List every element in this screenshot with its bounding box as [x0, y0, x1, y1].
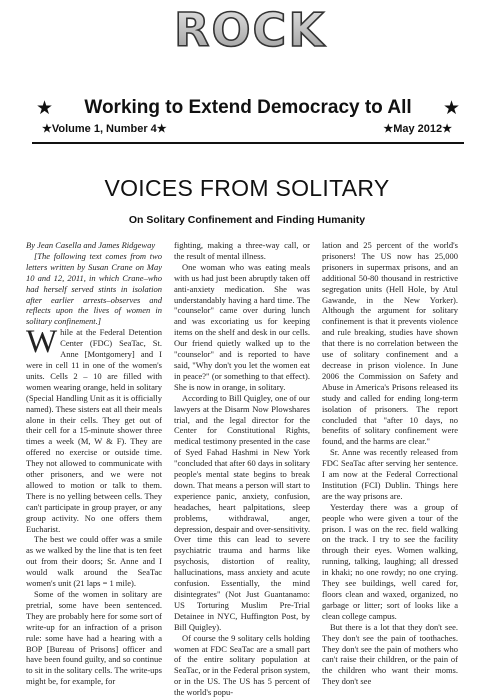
paragraph: Sr. Anne was recently released from FDC SeaTac after serving her sentence. I am now at the Federal Correctional Institution (FCI) Dublin. Things here are the way prisons are. [322, 447, 458, 501]
article-title: VOICES FROM SOLITARY [104, 175, 390, 201]
paragraph: One woman who was eating meals with us had just been abruptly taken off anti-anxiety medication. She was understandably having a hard time. The "counselor" came over during lunch and was excoriating us for keeping items on the shelf and desk in our cells. Our friend quietly walked up to the "counselor" and is reported to have said, "Why don't you let the women eat in peace?" (or something to that effect). She is now in orange, in solitary. [174, 261, 310, 392]
paragraph: While at the Federal Detention Center (FDC) SeaTac, St. Anne [Montgomery] and I were in cell 11 in one of the women's units. Cells 2 – 10 are filled with women wearing orange, held in solitary (Special Handling Unit as it is officially named). These sisters eat all their meals alone in their cells. They get out of their cell for a 15-minute shower three times a week (M, W & F). They are offered no exercise or outside time. They not allowed to communicate with other prisoners, and we were not allowed to motion or talk to them. There is no yelling between cells. They can't participate in group prayer, or any group activity. No one offers them Eucharist. [26, 324, 162, 534]
paragraph: But there is a lot that they don't see. They don't see the pain of toothaches. They don't see the pain of mothers who can't raise their children, or the pain of the children who want their moms. They don't see [322, 621, 458, 687]
rock-logo [170, 4, 330, 52]
issue-date: ★May 2012★ [383, 123, 452, 135]
article-subtitle: On Solitary Confinement and Finding Humanity [128, 214, 366, 226]
divider [32, 142, 464, 144]
paragraph: According to Bill Quigley, one of our lawyers at the Disarm Now Plowshares trial, and the legal director for the Center for Constitutional Rights, medical testimony presented in the case of Syed Fahad Hashmi in New York "concluded that after 60 days in solitary people's mental state begins to break down. That means a person will start to experience panic, anxiety, confusion, headaches, heart palpitations, sleep problems, withdrawal, anger, depression, despair and over-sensitivity. Over time this can lead to severe psychiatric trauma and harms like psychosis, distortion of reality, hallucinations, mass anxiety and acute confusion. Essentially, the mind disintegrates" (Not Just Guantanamo: US Torturing Muslim Pre-Trial Detainee in NYC, Huffington Post, by Bill Quigley). [174, 392, 310, 632]
masthead [0, 0, 494, 94]
paragraph: Of course the 9 solitary cells holding women at FDC SeaTac are a small part of the entire solitary population at SeaTac, or in the Federal prison system, or in the US. The US has 5 percent of the world's popu- [174, 632, 310, 698]
column-3 [322, 240, 458, 687]
tagline: Working to Extend Democracy to All [84, 97, 412, 118]
paragraph: lation and 25 percent of the world's prisoners! The US now has 25,000 prisoners in supermax prisons, and an additional 50-80 thousand in restrictive segregation units (Hell Hole, by Atul Gawande, in the New Yorker). Although the argument for solitary confinement is that it prevents violence and rule breaking, studies have shown that there is no correlation between the use of solitary confinement and a decrease in prison violence. In June 2006 the Commission on Safety and Abuse in America's Prisons released its study and called for ending long-term isolation of prisoners. The report concluded that "after 10 days, no benefits of solitary confinement were found, and the harms are clear." [322, 240, 458, 447]
logo-text: ROCK [174, 4, 326, 52]
column-1 [26, 240, 162, 687]
tagline-row [36, 94, 460, 122]
paragraph: The best we could offer was a smile as we walked by the line that is ten feet out from their doors; Sr. Anne and I would walk around the SeaTac women's unit (21 laps = 1 mile). [26, 534, 162, 589]
column-2 [174, 240, 310, 698]
star-icon: ★ [442, 96, 460, 119]
paragraph: fighting, making a three-way call, or the result of mental illness. [174, 240, 310, 261]
star-icon: ★ [36, 96, 54, 119]
issue-row [42, 122, 452, 138]
paragraph: Some of the women in solitary are pretrial, some have been sentenced. They are probably here for some sort of write-up for an infraction of a prison rule: some have had a hearing with a BOP [Bureau of Prisons] officer and have been found guilty, and so continue to sit in the solitary cells. The write-ups might be, for example, for [26, 589, 162, 687]
byline: By Jean Casella and James Ridgeway [26, 240, 156, 250]
paragraph: Yesterday there was a group of people who were given a tour of the prison. I was on the rec. field walking on the track. I try to see the facility through their eyes. Women walking, running, talking, laughing; all dressed in khaki; no one rowdy; no one crying. They see buildings, well cared for, floors clean and waxed, organized, no garbage or litter; sort of looks like a clean college campus. [322, 501, 458, 621]
drop-cap: W [26, 324, 58, 361]
volume-label: ★Volume 1, Number 4★ [42, 123, 167, 135]
intro-note: [The following text comes from two letters written by Susan Crane on May 10 and 12, 2011, in which Crane–who had herself served stints in isolation after earlier arrests–observes and reflects upon the lives of women in solitary confinement.] [26, 250, 162, 327]
